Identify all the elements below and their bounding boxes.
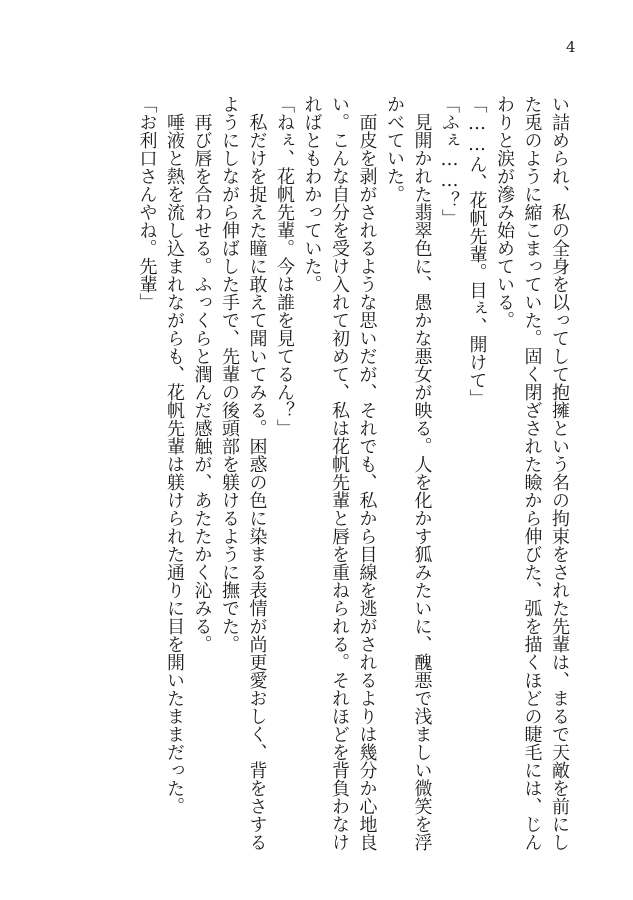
text-line-7: かべていた。 — [384, 95, 405, 203]
text-line-14: 再び唇を合わせる。ふっくらと潤んだ感触が、あたたかく沁みる。 — [191, 95, 213, 653]
text-line-9: い。こんな自分を受け入れて初めて、私は花帆先輩と唇を重ねられる。それほどを背負わなけ — [329, 95, 350, 851]
text-line-11: 「ねぇ、花帆先輩。今は誰を見てるん？」 — [274, 95, 295, 437]
text-line-6: 見開かれた翡翠色に、愚かな悪女が映る。人を化かす狐みたいに、醜悪で浅ましい微笑を浮 — [411, 95, 433, 851]
text-line-3: わりと涙が滲み始めている。 — [494, 95, 515, 329]
text-line-5: 「ふぇ……？」 — [439, 95, 460, 227]
text-line-1: い詰められ、私の全身を以ってして抱擁という名の拘束をされた先輩は、まるで天敵を前にし — [549, 95, 570, 851]
text-line-15: 唾液と熱を流し込まれながらも、花帆先輩は躾けられた通りに目を開いたままだった。 — [164, 95, 185, 815]
page-number: 4 — [566, 38, 576, 56]
text-line-2: た兎のように縮こまっていた。固く閉ざされた瞼から伸びた、弧を描くほどの睫毛には、じん — [521, 95, 543, 851]
text-line-12: 私だけを捉えた瞳に敢えて聞いてみる。困惑の色に染まる表情が尚更愛おしく、背をさする — [246, 95, 268, 851]
text-line-8: 面皮を剥がされるような思いだが、それでも、私から目線を逃がされるよりは幾分か心地良 — [356, 95, 378, 851]
text-line-16: 「お利口さんやね。先輩」 — [136, 95, 158, 311]
body-text — [53, 95, 573, 865]
text-line-13: ようにしながら伸ばした手で、先輩の後頭部を躾けるように撫でた。 — [219, 95, 240, 653]
text-line-10: ればともわかっていた。 — [301, 95, 323, 293]
text-line-4: 「……ん、花帆先輩。目ぇ、開けて」 — [466, 95, 488, 407]
